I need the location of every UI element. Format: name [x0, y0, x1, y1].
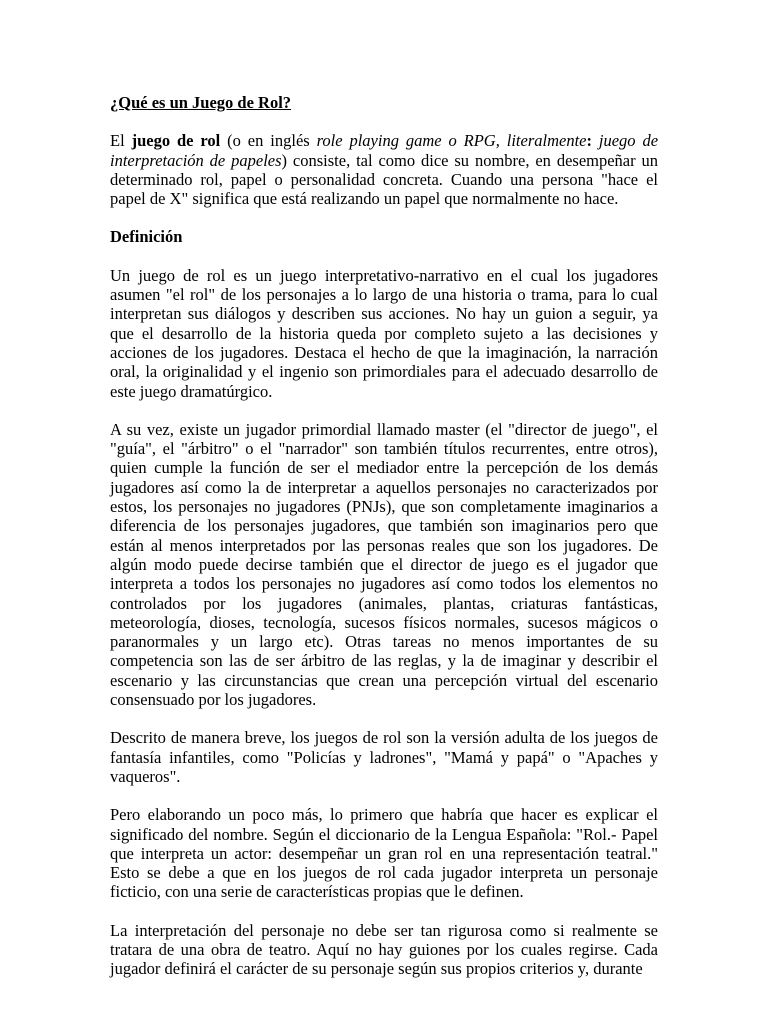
definition-heading: Definición — [110, 227, 183, 247]
intro-italic-1: role playing game o RPG, literalmente — [316, 131, 587, 151]
intro-bold-colon: : — [586, 131, 592, 151]
paragraph-4: Pero elaborando un poco más, lo primero que habría que hacer es explicar el significado del nombre. Según el diccionario de la Lengua Española: "Rol.- Papel que interpreta un actor: desempeñar un gran rol en una representación teatral." Esto se debe a que en los juegos de rol cada jugador interpreta un personaje ficticio, con una serie de características propias que le definen. — [110, 805, 658, 902]
paragraph-5: La interpretación del personaje no debe ser tan rigurosa como si realmente se tratara de una obra de teatro. Aquí no hay guiones por los cuales regirse. Cada jugador definirá el carácter de su personaje según sus propios criterios y, durante — [110, 920, 658, 979]
intro-text-2: (o en inglés — [220, 131, 317, 151]
paragraph-3: Descrito de manera breve, los juegos de rol son la versión adulta de los juegos de fantasía infantiles, como "Policías y ladrones", "Mamá y papá" o "Apaches y vaqueros". — [110, 728, 658, 786]
intro-paragraph — [110, 131, 658, 208]
intro-text-1: El — [110, 131, 132, 151]
paragraph-2: A su vez, existe un jugador primordial llamado master (el "director de juego", el "guía", el "árbitro" o el "narrador" son también títulos recurrentes, entre otros), quien cumple la función de ser el mediador entre la percepción de los demás jugadores así como la de interpretar a aquellos personajes no caracterizados por estos, los personajes no jugadores (PNJs), que son completamente imaginarios a diferencia de los personajes jugadores, que también son imaginarios pero que están al menos interpretados por las personas reales que son los jugadores. De algún modo puede decirse también que el director de juego es el jugador que interpreta a todos los personajes no jugadores así como todos los elementos no controlados por los jugadores (animales, plantas, criaturas fantásticas, meteorología, dioses, tecnología, sucesos físicos normales, sucesos mágicos o paranormales y un largo etc). Otras tareas no menos importantes de su competencia son las de ser árbitro de las reglas, y la de imaginar y describir el escenario y las circunstancias que crean una percepción virtual del escenario consensuado por los jugadores. — [110, 419, 658, 710]
intro-bold-term: juego de rol — [131, 131, 221, 151]
document-title: ¿Qué es un Juego de Rol? — [110, 93, 292, 112]
document-body — [110, 93, 658, 998]
intro-italic-2: juego de interpretación de papeles — [110, 131, 659, 170]
intro-text-3: ) consiste, tal como dice su nombre, en desempeñar un determinado rol, papel o personalidad concreta. Cuando una persona "hace el papel de X" significa que está realizando un papel que normalmente no hace. — [110, 150, 658, 209]
paragraph-1: Un juego de rol es un juego interpretativo-narrativo en el cual los jugadores asumen "el rol" de los personajes a lo largo de una historia o trama, para lo cual interpretan sus diálogos y describen sus acciones. No hay un guion a seguir, ya que el desarrollo de la historia queda por completo sujeto a las decisiones y acciones de los jugadores. Destaca el hecho de que la imaginación, la narración oral, la originalidad y el ingenio son primordiales para el adecuado desarrollo de este juego dramatúrgico. — [110, 265, 658, 401]
